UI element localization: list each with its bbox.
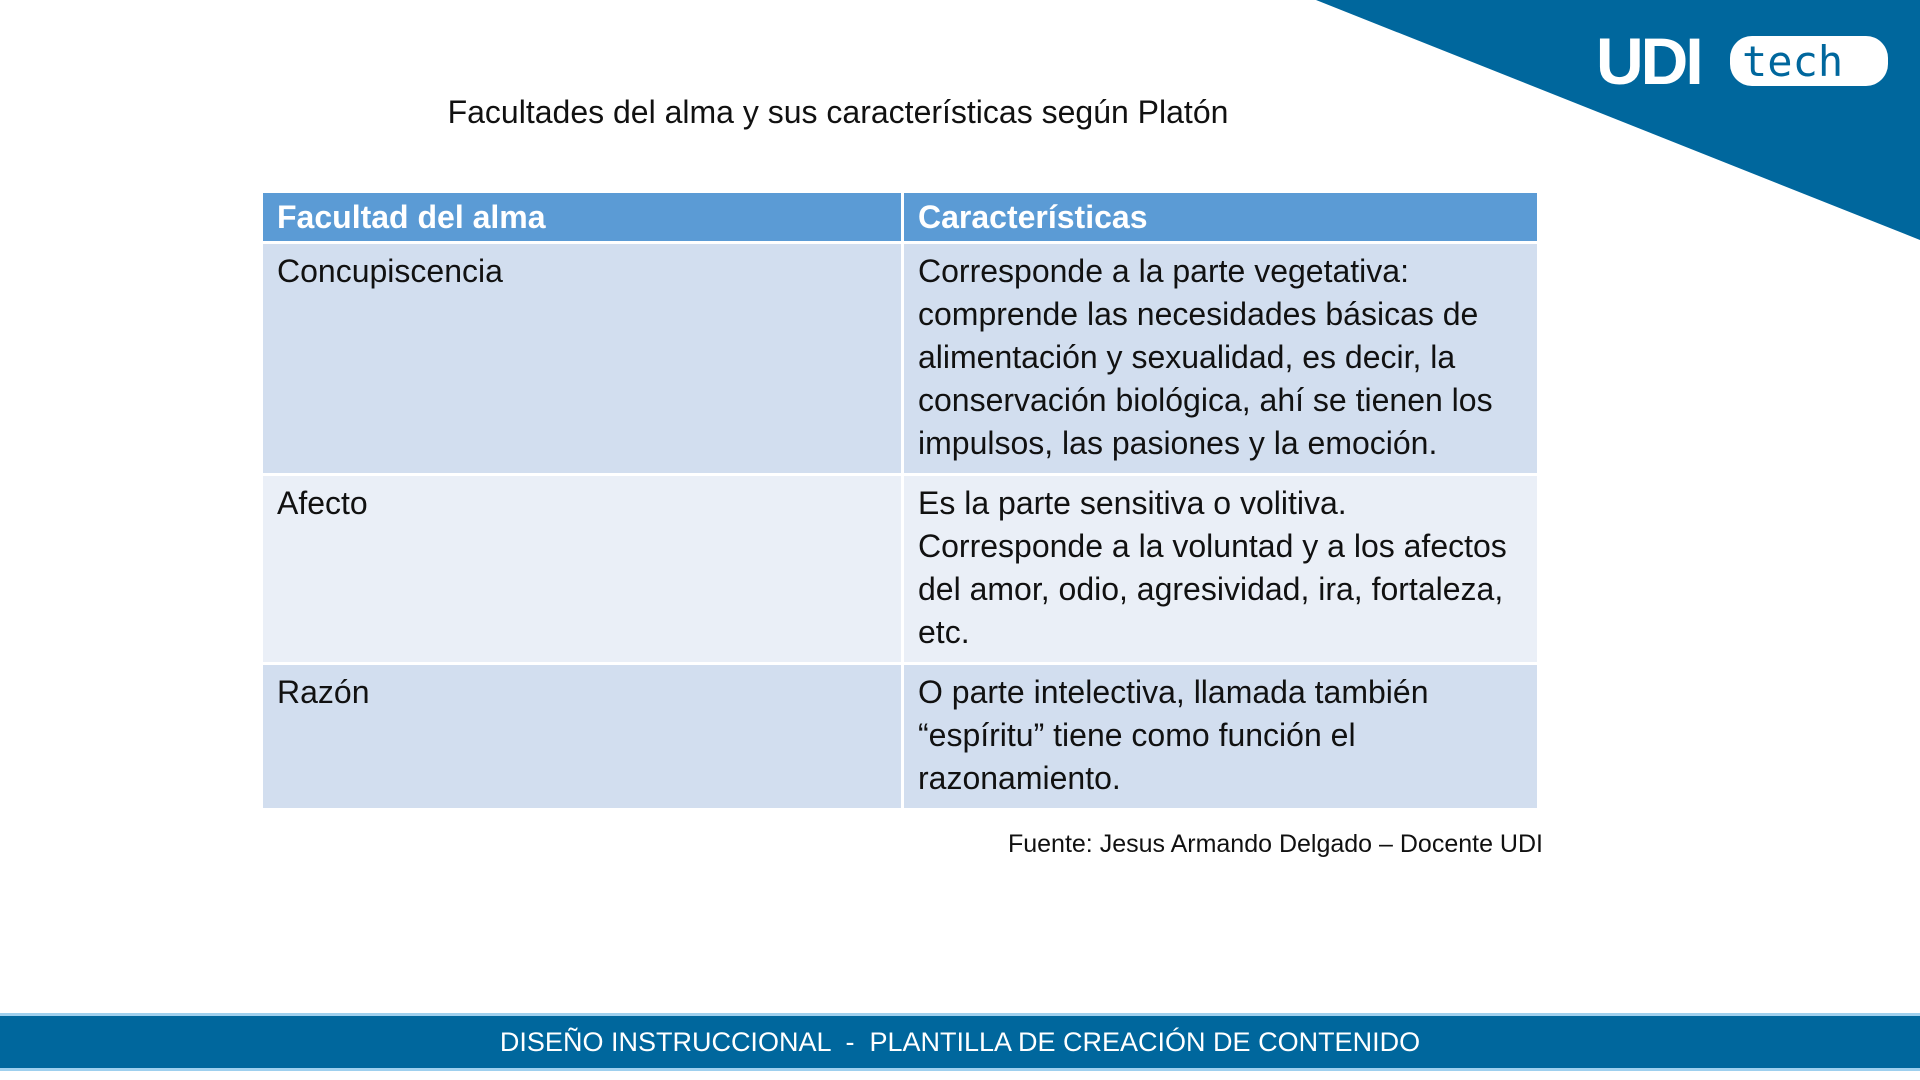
udi-tech-logo — [1596, 30, 1891, 92]
faculty-cell: Razón — [262, 664, 903, 810]
faculty-cell: Afecto — [262, 475, 903, 664]
table-row — [262, 475, 1539, 664]
table-row — [262, 664, 1539, 810]
faculty-cell: Concupiscencia — [262, 243, 903, 475]
table-header-row — [262, 192, 1539, 243]
footer-banner — [0, 1013, 1920, 1071]
description-cell: Corresponde a la parte vegetativa: comprende las necesidades básicas de alimentación y sexualidad, es decir, la conservación biológica, ahí se tienen los impulsos, las pasiones y la emoción. — [903, 243, 1539, 475]
svg-text:tech: tech — [1742, 37, 1844, 86]
faculties-table — [260, 190, 1540, 811]
header-faculty: Facultad del alma — [262, 192, 903, 243]
svg-text:UDI: UDI — [1596, 30, 1701, 92]
source-caption: Fuente: Jesus Armando Delgado – Docente UDI — [1007, 830, 1543, 858]
footer-text: DISEÑO INSTRUCCIONAL - PLANTILLA DE CREACIÓN DE CONTENIDO — [499, 1027, 1421, 1057]
description-cell: Es la parte sensitiva o volitiva. Corresponde a la voluntad y a los afectos del amor, odio, agresividad, ira, fortaleza, etc. — [903, 475, 1539, 664]
description-cell: O parte intelectiva, llamada también “espíritu” tiene como función el razonamiento. — [903, 664, 1539, 810]
header-characteristics: Características — [903, 192, 1539, 243]
table-row — [262, 243, 1539, 475]
slide-title: Facultades del alma y sus características según Platón — [447, 94, 1229, 130]
